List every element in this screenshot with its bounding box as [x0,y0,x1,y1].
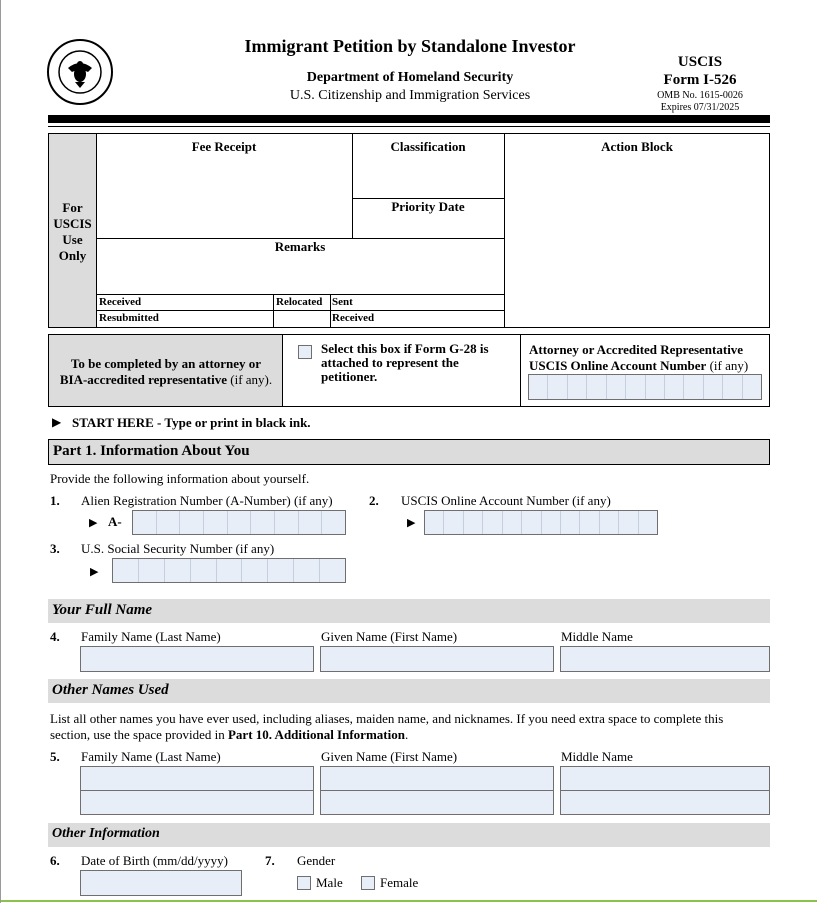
other-family-name-input-2[interactable] [80,790,314,815]
part1-title: Part 1. Information About You [53,443,250,459]
attorney-note: To be completed by an attorney or BIA-accredited representative (if any). [59,356,273,387]
page-left-edge [0,0,1,903]
action-block-label: Action Block [601,139,673,154]
agency-name: U.S. Citizenship and Immigration Services [289,88,531,103]
uscis-account-input[interactable] [424,510,658,535]
middle-name-label: Middle Name [561,629,633,644]
dob-label: Date of Birth (mm/dd/yyyy) [81,853,228,868]
part1-intro: Provide the following information about yourself. [50,471,310,486]
family-name-input[interactable] [80,646,314,672]
header-thin-rule [48,126,770,127]
start-here-text: START HERE - Type or print in black ink. [72,415,311,430]
other-middle-name-label: Middle Name [561,749,633,764]
classification-label: Classification [390,139,466,154]
uscis-account-label: USCIS Online Account Number (if any) [401,493,611,508]
given-name-input[interactable] [320,646,554,672]
page-bottom-rule [0,900,817,902]
other-names-intro-line1: List all other names you have ever used, including aliases, maiden name, and nicknames. If you need extra space to complete this [50,711,724,726]
g28-checkbox-label: Select this box if Form G-28 is attached to represent the petitioner. [321,341,489,384]
given-name-label: Given Name (First Name) [321,629,458,644]
other-names-intro-line2: section, use the space provided in Part 10. Additional Information. [50,727,409,742]
ssn-label: U.S. Social Security Number (if any) [81,541,275,556]
q1-number: 1. [50,493,60,508]
q3-number: 3. [50,541,60,556]
full-name-band [48,599,770,623]
received-label: Received [99,296,142,308]
gender-label: Gender [297,853,336,868]
attorney-account-title: Attorney or Accredited Representative USCIS Online Account Number (if any) [529,342,749,373]
a-number-label: Alien Registration Number (A-Number) (if any) [81,493,333,508]
uscis-label: USCIS [677,54,723,70]
other-given-name-input-1[interactable] [320,766,554,791]
other-given-name-label: Given Name (First Name) [321,749,458,764]
for-uscis-use-only-label: For USCIS Use Only [53,200,92,263]
header-thick-rule [48,115,770,123]
form-title: Immigrant Petition by Standalone Investor [244,36,576,56]
dob-input[interactable] [80,870,242,896]
attorney-account-number-input[interactable] [528,374,762,400]
a-number-prefix: A- [108,514,122,529]
other-middle-name-input-1[interactable] [560,766,770,791]
relocated-label: Relocated [276,296,323,308]
q7-number: 7. [265,853,275,868]
q2-number: 2. [369,493,379,508]
male-label: Male [316,875,343,890]
expiration-date: Expires 07/31/2025 [660,102,740,113]
priority-date-label: Priority Date [391,199,465,214]
ssn-arrow: ▶ [90,566,99,578]
department-name: Department of Homeland Security [306,70,514,85]
q4-number: 4. [50,629,60,644]
omb-number: OMB No. 1615-0026 [657,90,743,101]
female-checkbox[interactable] [361,876,375,890]
fee-receipt-label: Fee Receipt [191,139,257,154]
a-number-arrow: ▶ [89,517,98,529]
q5-number: 5. [50,749,60,764]
g28-checkbox[interactable] [298,345,312,359]
form-number: Form I-526 [663,72,737,88]
other-names-heading: Other Names Used [52,682,169,698]
female-label: Female [380,875,419,890]
office-use-block [48,133,770,328]
other-info-heading: Other Information [52,826,160,841]
male-checkbox[interactable] [297,876,311,890]
other-family-name-input-1[interactable] [80,766,314,791]
family-name-label: Family Name (Last Name) [81,629,221,644]
other-given-name-input-2[interactable] [320,790,554,815]
middle-name-input[interactable] [560,646,770,672]
dhs-seal [46,38,114,106]
other-family-name-label: Family Name (Last Name) [81,749,221,764]
ssn-input[interactable] [112,558,346,583]
uscis-account-arrow: ▶ [407,517,416,529]
q6-number: 6. [50,853,60,868]
remarks-label: Remarks [274,239,326,254]
resubmitted-label: Resubmitted [99,312,159,324]
full-name-heading: Your Full Name [52,602,153,618]
a-number-input[interactable] [132,510,346,535]
received2-label: Received [332,312,375,324]
start-here-arrow: ▶ [52,415,62,429]
sent-label: Sent [332,296,353,308]
other-middle-name-input-2[interactable] [560,790,770,815]
